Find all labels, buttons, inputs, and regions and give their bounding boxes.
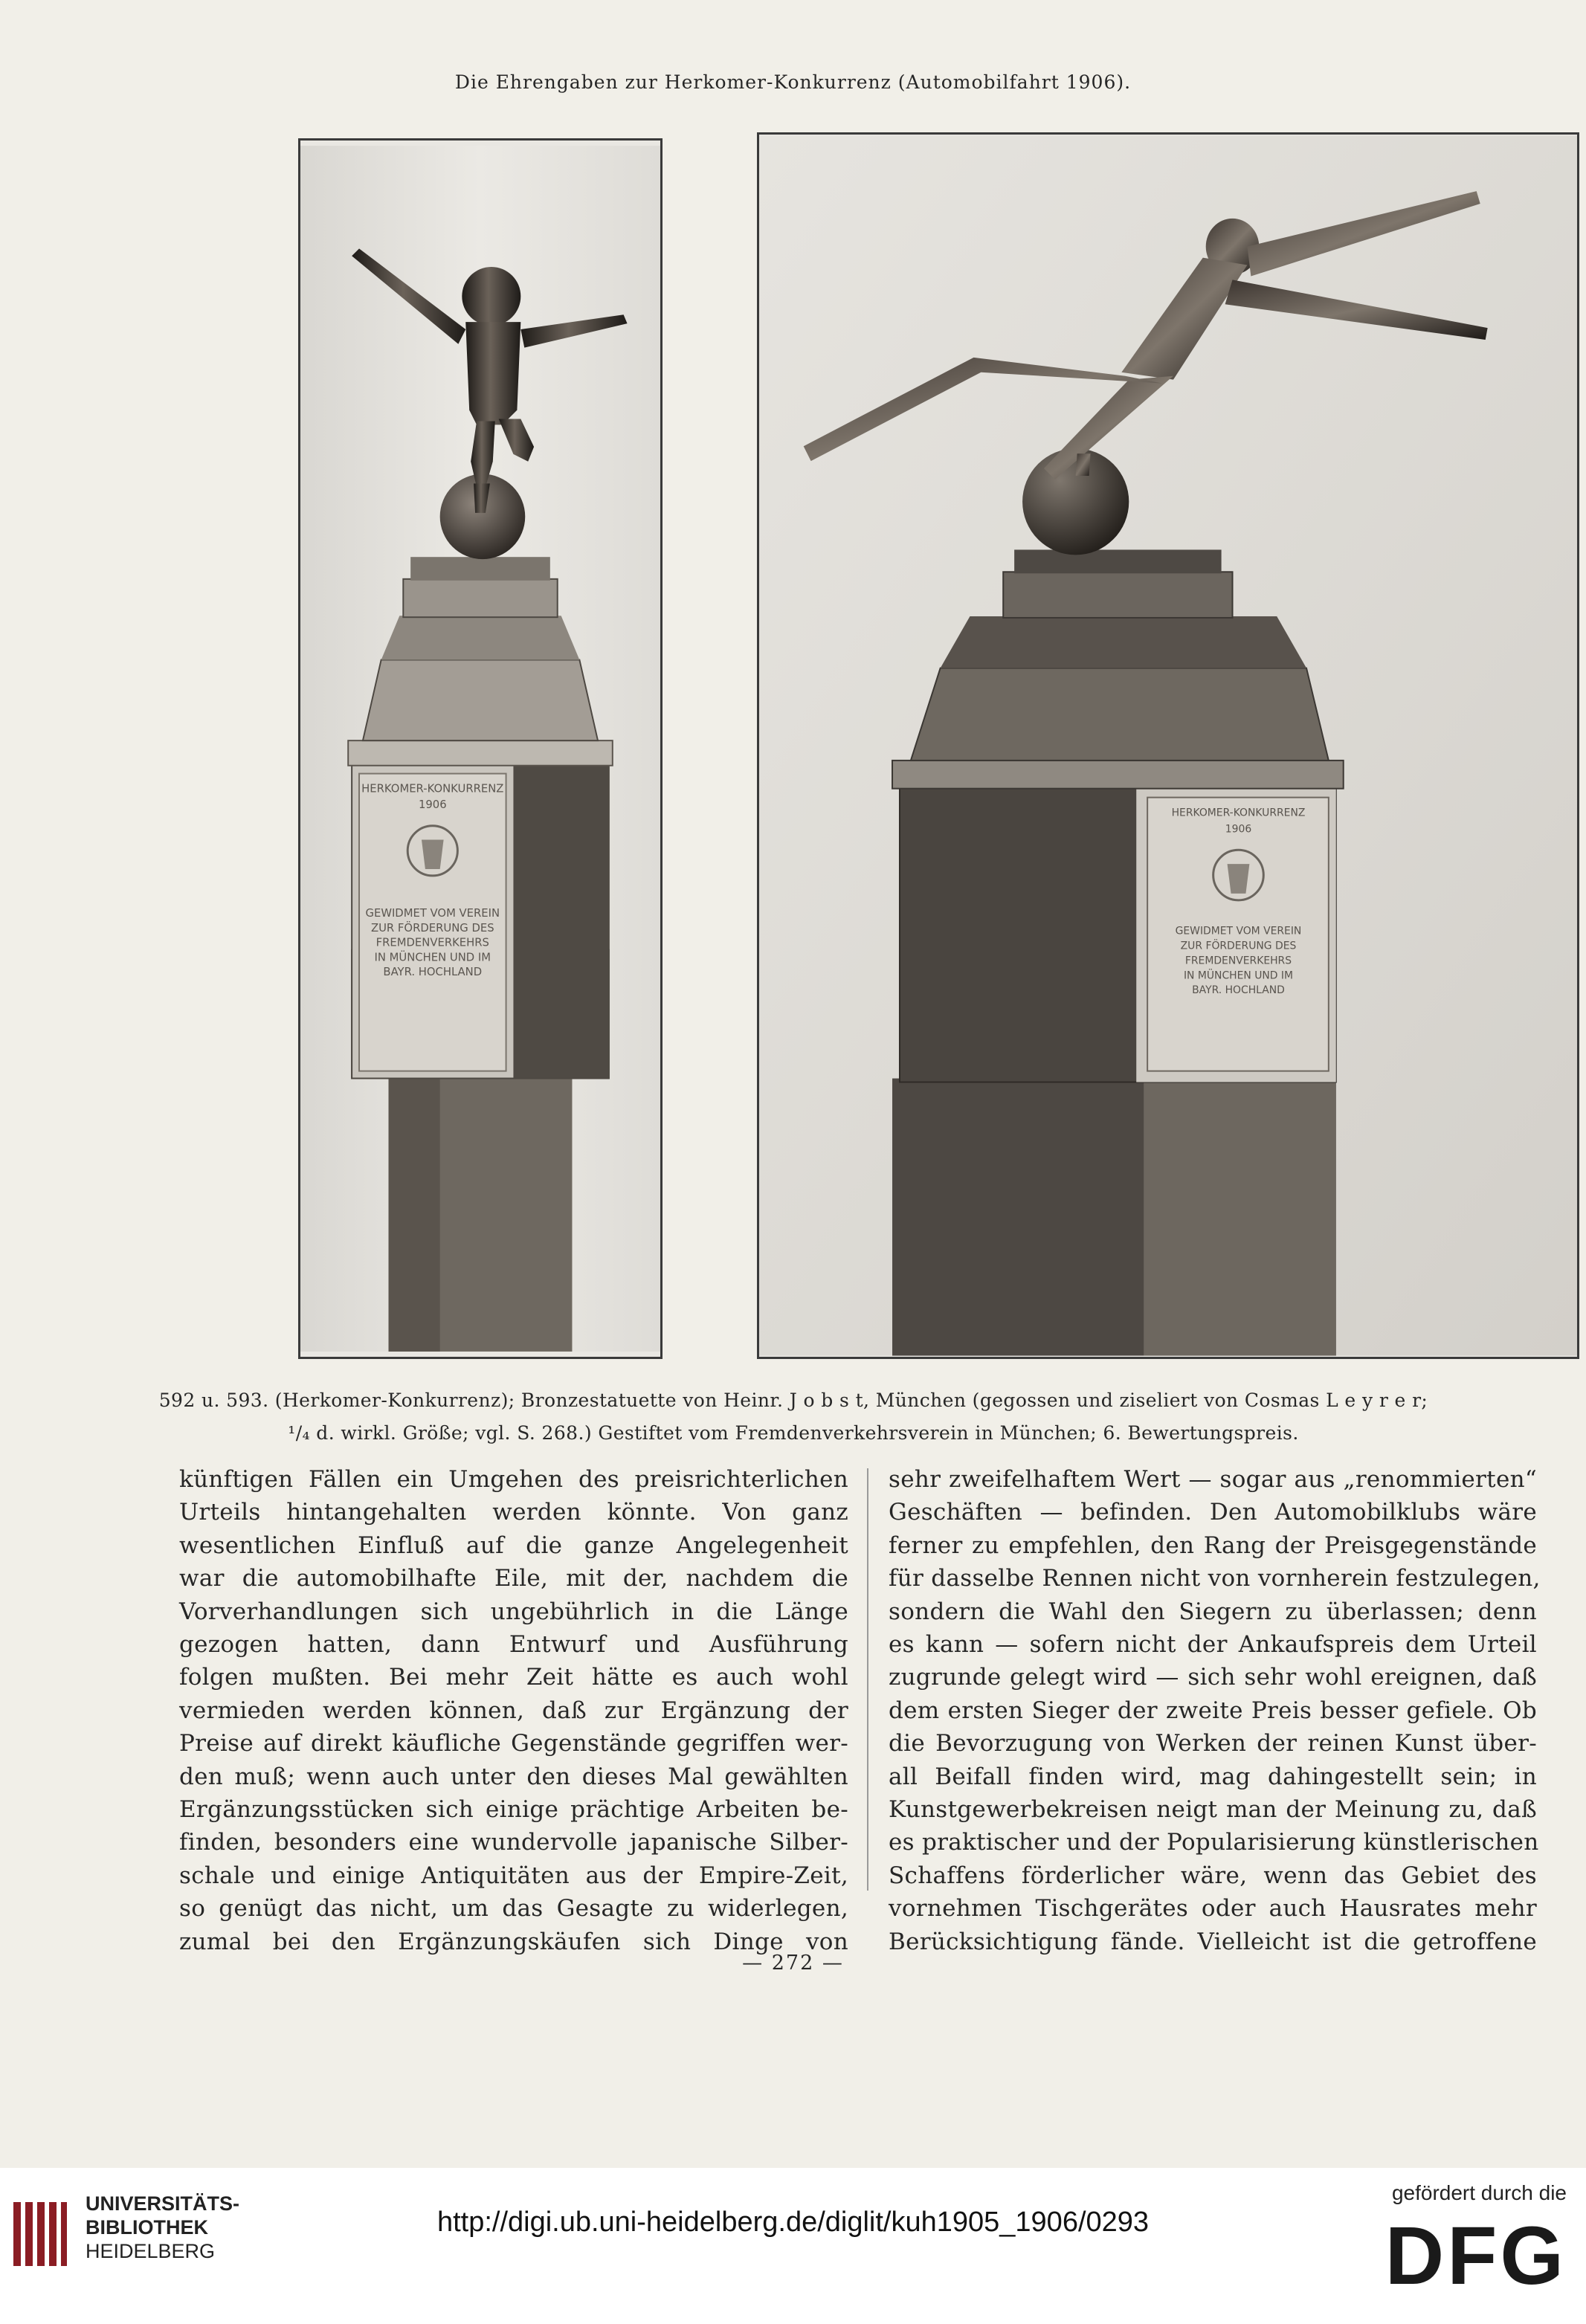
inscription-line: FREMDENVERKEHRS	[1184, 955, 1292, 967]
text-line: gezogen hatten, dann Entwurf und Ausführung	[179, 1631, 848, 1659]
body-column-right	[889, 1463, 1541, 1958]
digitization-footer	[0, 2168, 1586, 2324]
text-line: vornehmen Tischgerätes oder auch Hausrates mehr	[889, 1895, 1537, 1923]
text-line: finden, besonders eine wundervolle japanische Silber-	[179, 1829, 848, 1856]
text-line: Vorverhandlungen sich ungebührlich in die Länge	[179, 1598, 848, 1625]
statuette-side-illustration	[759, 135, 1577, 1357]
text-line: sondern die Wahl den Siegern zu überlassen; denn	[889, 1598, 1537, 1625]
library-name-line: UNIVERSITÄTS-	[86, 2192, 240, 2215]
inscription-line: FREMDENVERKEHRS	[375, 936, 489, 949]
text-line: folgen mußten. Bei mehr Zeit hätte es auch wohl	[179, 1664, 848, 1691]
text-line: sehr zweifelhaftem Wert — sogar aus „renommierten“	[889, 1466, 1537, 1493]
figure-caption-line: 592 u. 593. (Herkomer-Konkurrenz); Bronzestatuette von Heinr. J o b s t, München (gegossen und ziseliert von Cosmas L e y r e r;	[158, 1389, 1428, 1411]
text-line: dem ersten Sieger der zweite Preis besser gefiele. Ob	[889, 1697, 1537, 1724]
inscription-line: IN MÜNCHEN UND IM	[1183, 969, 1294, 982]
inscription-line: BAYR. HOCHLAND	[1192, 984, 1285, 997]
text-line: die Bevorzugung von Werken der reinen Kunst über-	[889, 1730, 1537, 1757]
running-head: Die Ehrengaben zur Herkomer-Konkurrenz (Automobilfahrt 1906).	[454, 71, 1132, 93]
inscription-line: 1906	[418, 798, 447, 812]
column-rule	[867, 1468, 868, 1891]
text-line: wesentlichen Einfluß auf die ganze Angelegenheit	[179, 1531, 848, 1559]
sponsor-label: gefördert durch die	[1391, 2181, 1567, 2204]
figure-593-statuette-side	[757, 132, 1579, 1359]
body-column-left	[179, 1463, 848, 1958]
statuette-front-illustration	[300, 141, 660, 1357]
text-line: war die automobilhafte Eile, mit der, nachdem die	[179, 1565, 848, 1592]
inscription-line: ZUR FÖRDERUNG DES	[370, 921, 494, 935]
text-line: ferner zu empfehlen, den Rang der Preisgegenstände	[889, 1531, 1537, 1559]
text-line: vermieden werden können, daß zur Ergänzung der	[179, 1697, 848, 1724]
inscription-line: IN MÜNCHEN UND IM	[374, 951, 491, 964]
inscription-line: 1906	[1225, 823, 1252, 836]
library-name-line: HEIDELBERG	[86, 2240, 216, 2262]
text-line: Schaffens förderlicher wäre, wenn das Gebiet des	[889, 1862, 1537, 1889]
text-line: den muß; wenn auch unter den dieses Mal gewählten	[179, 1763, 848, 1790]
text-line: für dasselbe Rennen nicht von vornherein festzulegen,	[889, 1565, 1541, 1592]
figure-592-statuette-front	[298, 138, 663, 1359]
text-line: Ergänzungsstücken sich einige prächtige Arbeiten be-	[179, 1796, 848, 1824]
text-line: es kann — sofern nicht der Ankaufspreis dem Urteil	[889, 1631, 1537, 1659]
inscription-line: ZUR FÖRDERUNG DES	[1180, 940, 1297, 952]
inscription-line: GEWIDMET VOM VEREIN	[1175, 925, 1302, 937]
text-line: schale und einige Antiquitäten aus der Empire-Zeit,	[179, 1862, 848, 1889]
figure-caption-line: ¹/₄ d. wirkl. Größe; vgl. S. 268.) Gestiftet vom Fremdenverkehrsverein in München; 6. Bewertungspreis.	[288, 1422, 1299, 1444]
permalink-url[interactable]: http://digi.ub.uni-heidelberg.de/diglit/kuh1905_1906/0293	[436, 2207, 1150, 2238]
text-line: Berücksichtigung fände. Vielleicht ist die getroffene	[889, 1928, 1537, 1955]
inscription-line: HERKOMER-KONKURRENZ	[1171, 807, 1306, 819]
text-line: so genügt das nicht, um das Gesagte zu widerlegen,	[179, 1895, 848, 1923]
text-line: Geschäften — befinden. Den Automobilklubs wäre	[889, 1499, 1537, 1526]
library-name-line: BIBLIOTHEK	[86, 2216, 208, 2239]
text-line: all Beifall finden wird, mag dahingestellt sein; in	[889, 1763, 1537, 1790]
inscription-line: HERKOMER-KONKURRENZ	[361, 782, 504, 795]
text-line: Urteils hintangehalten werden könnte. Von ganz	[179, 1499, 848, 1526]
text-line: zumal bei den Ergänzungskäufen sich Dinge von	[179, 1928, 848, 1955]
text-line: Kunstgewerbekreisen neigt man der Meinung zu, daß	[889, 1796, 1537, 1824]
text-line: es praktischer und der Popularisierung künstlerischen	[889, 1829, 1539, 1856]
inscription-line: BAYR. HOCHLAND	[383, 966, 483, 979]
text-line: künftigen Fällen ein Umgehen des preisrichterlichen	[179, 1466, 848, 1493]
text-line: zugrunde gelegt wird — sich sehr wohl ereignen, daß	[889, 1664, 1537, 1691]
page-number: — 272 —	[742, 1952, 844, 1975]
text-line: Preise auf direkt käufliche Gegenstände gegriffen wer-	[179, 1730, 848, 1757]
inscription-line: GEWIDMET VOM VEREIN	[365, 907, 500, 920]
dfg-logo: DFG	[1384, 2210, 1567, 2302]
